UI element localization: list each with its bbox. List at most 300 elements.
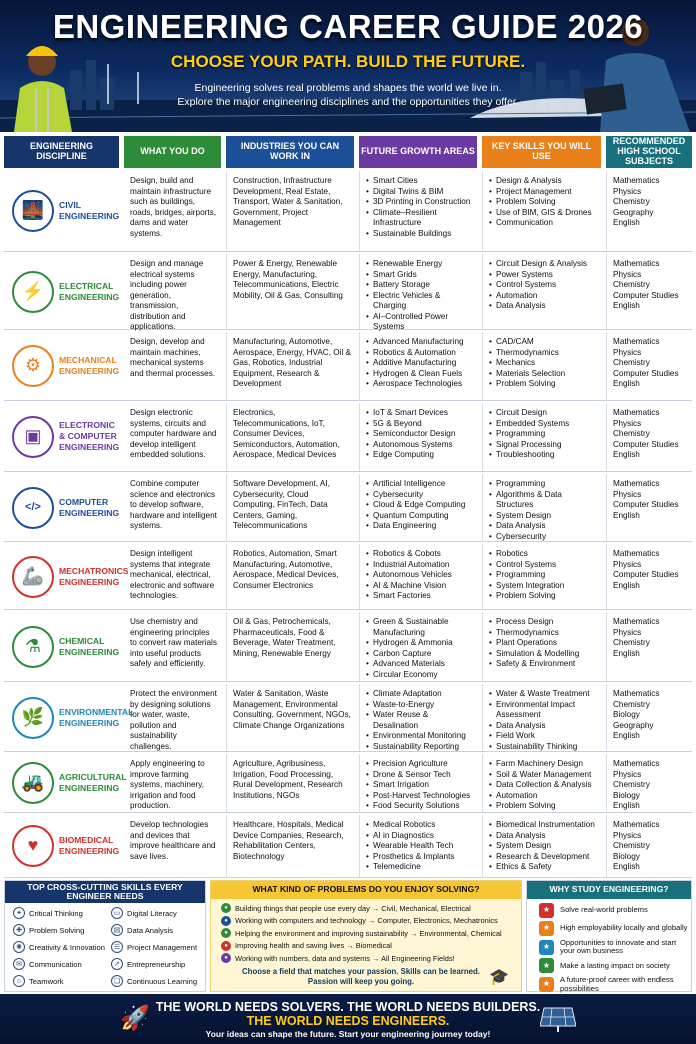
- subject-item: Physics: [613, 418, 642, 428]
- subject-item: Chemistry: [613, 780, 650, 790]
- growth-area-item: • Environmental Monitoring: [366, 731, 474, 742]
- chart-icon: ▤: [111, 924, 123, 936]
- why-text: A future-proof career with endless possibilities: [560, 975, 674, 993]
- subjects-list: [606, 684, 692, 751]
- discipline-name: ELECTRICAL ENGINEERING: [59, 280, 120, 302]
- cross-skill-item: [13, 924, 84, 936]
- subject-item: Mathematics: [613, 689, 660, 698]
- growth-area-item: • AI–Controlled Power Systems: [366, 312, 474, 333]
- key-skill-item: • Problem Solving: [489, 197, 598, 208]
- problems-list: [211, 899, 521, 965]
- why-list: [527, 899, 691, 993]
- growth-area-item: • Circular Economy: [366, 670, 474, 681]
- intro-line-1: Engineering solves real problems and shapes the world we live in.: [194, 82, 502, 94]
- key-skill-item: • Ethics & Safety: [489, 862, 598, 873]
- growth-areas-list: [359, 332, 477, 400]
- discipline-cell: [4, 684, 134, 751]
- subject-item: English: [613, 801, 640, 811]
- key-skill-item: • Research & Development: [489, 852, 598, 863]
- calculator-icon: ●: [221, 953, 231, 963]
- globe-icon: ★: [539, 903, 554, 918]
- key-skill-item: • System Design: [489, 511, 598, 522]
- discipline-name: CHEMICAL ENGINEERING: [59, 635, 120, 657]
- key-skills-list: [482, 403, 601, 471]
- key-skill-item: • Field Work: [489, 731, 598, 742]
- table-row: [4, 815, 692, 878]
- cross-skill-item: [111, 924, 173, 936]
- cross-skill-label: Problem Solving: [29, 925, 85, 935]
- cross-skills-grid: [5, 903, 205, 993]
- lightbulb-icon: ★: [539, 940, 554, 955]
- subject-item: English: [613, 379, 640, 389]
- key-skill-item: • Data Collection & Analysis: [489, 780, 598, 791]
- key-skill-item: • System Design: [489, 841, 598, 852]
- problem-text: Helping the environment and improving sustainability → Environmental, Chemical: [235, 928, 502, 938]
- key-skills-list: [482, 254, 601, 329]
- growth-area-item: • Smart Factories: [366, 591, 474, 602]
- subject-item: Physics: [613, 769, 642, 779]
- table-header: [4, 136, 692, 168]
- growth-area-item: • Advanced Materials: [366, 659, 474, 670]
- leaf-water-icon: 🌿: [12, 697, 54, 739]
- subject-item: Chemistry: [613, 638, 650, 648]
- discipline-cell: [4, 815, 119, 877]
- cross-skill-item: [111, 975, 197, 987]
- what-you-do-cell: Apply engineering to improve farming systems, machinery, irrigation and food production.: [130, 759, 205, 811]
- key-skill-item: • Embedded Systems: [489, 419, 598, 430]
- key-skill-item: • Cybersecurity: [489, 532, 598, 543]
- problem-item: [211, 940, 521, 953]
- subjects-list: [606, 612, 692, 681]
- table-row: [4, 403, 692, 472]
- building-icon: ●: [221, 903, 231, 913]
- why-item: [527, 903, 691, 918]
- header-banner: [0, 0, 696, 132]
- subject-item: English: [613, 580, 640, 590]
- industries-cell: Construction, Infrastructure Development, Real Estate, Transport, Water & Sanitation, Government, Project Management: [226, 171, 354, 251]
- problems-note-line-1: Choose a field that matches your passion. Skills can be learned.: [242, 967, 480, 976]
- cross-skill-label: Critical Thinking: [29, 908, 83, 918]
- cross-skills-title: TOP CROSS-CUTTING SKILLS EVERY ENGINEER NEEDS: [5, 881, 205, 903]
- chip-icon: ▣: [12, 416, 54, 458]
- subject-item: English: [613, 450, 640, 460]
- why-panel: [526, 880, 692, 992]
- cross-skill-item: [111, 958, 185, 970]
- cross-skill-label: Continuous Learning: [127, 976, 198, 986]
- key-skill-item: • Signal Processing: [489, 440, 598, 451]
- subject-item: Physics: [613, 627, 642, 637]
- growth-area-item: • Hydrogen & Clean Fuels: [366, 369, 474, 380]
- growth-area-item: • 3D Printing in Construction: [366, 197, 474, 208]
- growth-area-item: • Smart Irrigation: [366, 780, 474, 791]
- growth-area-item: • Precision Agriculture: [366, 759, 474, 770]
- key-skills-list: [482, 754, 601, 812]
- growth-area-item: • Cloud & Edge Computing: [366, 500, 474, 511]
- growth-area-item: • Artificial Intelligence: [366, 479, 474, 490]
- why-text: Opportunities to innovate and start your own business: [560, 938, 677, 956]
- problem-item: [211, 952, 521, 965]
- growth-area-item: • Renewable Energy: [366, 259, 474, 270]
- subject-item: Geography: [613, 720, 654, 730]
- subject-item: Physics: [613, 347, 642, 357]
- growth-areas-list: [359, 171, 477, 251]
- growth-area-item: • Data Engineering: [366, 521, 474, 532]
- key-skill-item: • Environmental Impact Assessment: [489, 700, 598, 721]
- key-skill-item: • Algorithms & Data Structures: [489, 490, 598, 511]
- key-skills-list: [482, 171, 601, 251]
- key-skills-list: [482, 612, 601, 681]
- why-text: High employability locally and globally: [560, 923, 688, 933]
- why-text: Solve real-world problems: [560, 905, 648, 915]
- discipline-cell: [4, 754, 127, 812]
- industries-cell: Agriculture, Agribusiness, Irrigation, Food Processing, Rural Development, Research Institutions, NGOs: [226, 754, 354, 812]
- what-you-do-cell: Develop technologies and devices that improve healthcare and save lives.: [130, 820, 216, 861]
- discipline-cell: [4, 332, 119, 400]
- computer-code-icon: </>: [12, 487, 54, 529]
- key-skill-item: • Programming: [489, 570, 598, 581]
- subject-item: English: [613, 218, 640, 228]
- brain-icon: ✦: [13, 907, 25, 919]
- growth-area-item: • Prosthetics & Implants: [366, 852, 474, 863]
- problems-note: [231, 967, 491, 987]
- rocket-icon: ➚: [111, 958, 123, 970]
- column-header: RECOMMENDED HIGH SCHOOL SUBJECTS: [606, 136, 692, 168]
- key-skill-item: • Circuit Design & Analysis: [489, 259, 598, 270]
- key-skill-item: • Troubleshooting: [489, 450, 598, 461]
- cross-skill-item: [13, 975, 64, 987]
- monitor-icon: ●: [221, 916, 231, 926]
- subject-item: English: [613, 731, 640, 741]
- key-skill-item: • Use of BIM, GIS & Drones: [489, 208, 598, 219]
- problems-note-line-2: Passion will keep you going.: [307, 977, 415, 987]
- subjects-list: [606, 171, 692, 251]
- subject-item: Mathematics: [613, 549, 660, 558]
- problem-text: Building things that people use every day → Civil, Mechanical, Electrical: [235, 903, 471, 913]
- subject-item: Chemistry: [613, 699, 650, 709]
- growth-areas-list: [359, 684, 477, 751]
- key-skills-list: [482, 684, 601, 751]
- cross-skill-item: [13, 907, 83, 919]
- subject-item: Computer Studies: [613, 570, 679, 580]
- discipline-cell: [4, 254, 119, 329]
- what-you-do-cell: Use chemistry and engineering principles to convert raw materials into useful products safely and efficiently.: [130, 617, 217, 669]
- key-skills-list: [482, 474, 601, 541]
- key-skill-item: • Control Systems: [489, 560, 598, 571]
- growth-area-item: • Sustainable Buildings: [366, 229, 474, 240]
- subject-item: Physics: [613, 269, 642, 279]
- key-skill-item: • Thermodynamics: [489, 628, 598, 639]
- cross-skill-label: Creativity & Innovation: [29, 942, 105, 952]
- column-header: ENGINEERING DISCIPLINE: [4, 136, 119, 168]
- what-you-do-cell: Design, build and maintain infrastructure such as buildings, roads, bridges, airports, dams and water systems.: [130, 176, 217, 238]
- table-row: [4, 684, 692, 752]
- growth-areas-list: [359, 612, 477, 681]
- subject-item: English: [613, 648, 640, 658]
- what-you-do-cell: Design and manage electrical systems including power generation, transmission, distribution and applications.: [130, 259, 204, 332]
- tractor-icon: 🚜: [12, 762, 54, 804]
- growth-area-item: • Robotics & Cobots: [366, 549, 474, 560]
- growth-area-item: • Digital Twins & BIM: [366, 187, 474, 198]
- subject-item: Mathematics: [613, 176, 660, 185]
- discipline-cell: [4, 171, 119, 251]
- cross-skill-label: Data Analysis: [127, 925, 174, 935]
- why-item: [527, 939, 691, 955]
- problems-title: WHAT KIND OF PROBLEMS DO YOU ENJOY SOLVING?: [211, 881, 521, 899]
- growth-area-item: • Electric Vehicles & Charging: [366, 291, 474, 312]
- key-skill-item: • Thermodynamics: [489, 348, 598, 359]
- growth-areas-list: [359, 815, 477, 877]
- subjects-list: [606, 474, 692, 541]
- what-you-do-cell: Design, develop and maintain machines, mechanical systems and thermal processes.: [130, 337, 216, 378]
- key-skill-item: • Mechanics: [489, 358, 598, 369]
- subject-item: Chemistry: [613, 197, 650, 207]
- clipboard-icon: ☰: [111, 941, 123, 953]
- discipline-name: CIVIL ENGINEERING: [59, 199, 120, 221]
- heart-pulse-icon: ♥: [12, 825, 54, 867]
- problems-panel: [210, 880, 522, 992]
- rocket-icon: 🚀: [120, 1005, 150, 1032]
- subject-item: English: [613, 301, 640, 311]
- table-row: [4, 754, 692, 813]
- growth-areas-list: [359, 754, 477, 812]
- growth-area-item: • Autonomous Systems: [366, 440, 474, 451]
- key-skill-item: • Farm Machinery Design: [489, 759, 598, 770]
- subject-item: Computer Studies: [613, 500, 679, 510]
- growth-area-item: • Smart Grids: [366, 270, 474, 281]
- why-item: [527, 921, 691, 936]
- growth-area-item: • Drone & Sensor Tech: [366, 770, 474, 781]
- people-icon: ☺: [13, 975, 25, 987]
- subject-item: Physics: [613, 186, 642, 196]
- what-you-do-cell: Design electronic systems, circuits and computer hardware and develop intelligent embedded solutions.: [130, 408, 217, 460]
- subject-item: Mathematics: [613, 617, 660, 626]
- cross-skill-label: Project Management: [127, 942, 198, 952]
- key-skill-item: • Problem Solving: [489, 801, 598, 812]
- discipline-name: ENVIRONMENTAL ENGINEERING: [59, 706, 134, 728]
- subjects-list: [606, 332, 692, 400]
- growth-areas-list: [359, 254, 477, 332]
- intro-line-2: Explore the major engineering disciplines and the opportunities they offer.: [177, 96, 519, 108]
- footer-banner: [0, 994, 696, 1044]
- subject-item: Computer Studies: [613, 439, 679, 449]
- cross-skill-label: Digital Literacy: [127, 908, 177, 918]
- footer-line-1: THE WORLD NEEDS SOLVERS. THE WORLD NEEDS BUILDERS.: [155, 1000, 541, 1014]
- cross-skill-item: [13, 941, 105, 953]
- growth-area-item: • Carbon Capture: [366, 649, 474, 660]
- discipline-name: COMPUTER ENGINEERING: [59, 496, 120, 518]
- subject-item: Chemistry: [613, 429, 650, 439]
- key-skill-item: • Plant Operations: [489, 638, 598, 649]
- discipline-name: MECHANICAL ENGINEERING: [59, 354, 120, 376]
- why-text: Make a lasting impact on society: [560, 960, 670, 970]
- key-skill-item: • Robotics: [489, 549, 598, 560]
- growth-areas-list: [359, 474, 477, 541]
- subject-item: Biology: [613, 851, 640, 861]
- column-header: WHAT YOU DO: [124, 136, 221, 168]
- industries-cell: Software Development, AI, Cybersecurity, Cloud Computing, FinTech, Data Centers, Gaming, Telecommunications: [226, 474, 354, 541]
- key-skills-list: [482, 332, 601, 400]
- page-title: ENGINEERING CAREER GUIDE 2026: [52, 8, 644, 45]
- discipline-cell: [4, 544, 129, 609]
- cross-skill-label: Entrepreneurship: [127, 959, 186, 969]
- subject-item: Computer Studies: [613, 368, 679, 378]
- subject-item: Chemistry: [613, 280, 650, 290]
- key-skill-item: • Automation: [489, 291, 598, 302]
- discipline-cell: [4, 612, 119, 681]
- growth-area-item: • IoT & Smart Devices: [366, 408, 474, 419]
- column-header: FUTURE GROWTH AREAS: [359, 136, 477, 168]
- problem-text: Working with numbers, data and systems → All Engineering Fields!: [235, 953, 455, 963]
- key-skill-item: • Data Analysis: [489, 721, 598, 732]
- cross-skill-item: [111, 907, 177, 919]
- key-skill-item: • Biomedical Instrumentation: [489, 820, 598, 831]
- growth-area-item: • Telemedicine: [366, 862, 474, 873]
- cross-skills-panel: [4, 880, 206, 992]
- growth-area-item: • Industrial Automation: [366, 560, 474, 571]
- bulb-icon: ✺: [13, 941, 25, 953]
- subject-item: Chemistry: [613, 841, 650, 851]
- growth-area-item: • Autonomous Vehicles: [366, 570, 474, 581]
- subjects-list: [606, 254, 692, 329]
- subject-item: Physics: [613, 489, 642, 499]
- cross-skill-item: [111, 941, 197, 953]
- key-skill-item: • Simulation & Modelling: [489, 649, 598, 660]
- column-header: KEY SKILLS YOU WILL USE: [482, 136, 601, 168]
- industries-cell: Oil & Gas, Petrochemicals, Pharmaceuticals, Food & Beverage, Water Treatment, Mining, Renewable Energy: [226, 612, 354, 681]
- growth-area-item: • AI in Diagnostics: [366, 831, 474, 842]
- key-skills-list: [482, 815, 601, 877]
- subject-item: Mathematics: [613, 820, 660, 829]
- key-skill-item: • Project Management: [489, 187, 598, 198]
- subject-item: Mathematics: [613, 337, 660, 346]
- handshake-icon: ★: [539, 958, 554, 973]
- industries-cell: Water & Sanitation, Waste Management, Environmental Consulting, Government, NGOs, Climate Change Organizations: [226, 684, 354, 751]
- growth-area-item: • Hydrogen & Ammonia: [366, 638, 474, 649]
- growth-area-item: • Medical Robotics: [366, 820, 474, 831]
- key-skill-item: • Communication: [489, 218, 598, 229]
- growth-area-item: • Cybersecurity: [366, 490, 474, 501]
- table-row: [4, 544, 692, 610]
- growth-area-item: • Aerospace Technologies: [366, 379, 474, 390]
- what-you-do-cell: Design intelligent systems that integrate mechanical, electrical, electronic and software technologies.: [130, 549, 215, 601]
- what-you-do-cell: Combine computer science and electronics to develop software, hardware and intelligent systems.: [130, 479, 217, 531]
- discipline-cell: [4, 403, 119, 471]
- growth-area-item: • Battery Storage: [366, 280, 474, 291]
- page-subtitle: CHOOSE YOUR PATH. BUILD THE FUTURE.: [170, 52, 526, 71]
- growth-area-item: • Edge Computing: [366, 450, 474, 461]
- growth-area-item: • Sustainability Reporting: [366, 742, 474, 753]
- bridge-icon: 🌉: [12, 190, 54, 232]
- subject-item: English: [613, 862, 640, 872]
- subject-item: Chemistry: [613, 358, 650, 368]
- subject-item: Mathematics: [613, 408, 660, 417]
- growth-area-item: • Water Reuse & Desalination: [366, 710, 474, 731]
- growth-areas-list: [359, 403, 477, 471]
- industries-cell: Electronics, Telecommunications, IoT, Consumer Devices, Semiconductors, Automation, Aerospace, Medical Devices: [226, 403, 354, 471]
- growth-area-item: • Climate–Resilient Infrastructure: [366, 208, 474, 229]
- key-skill-item: • System Integration: [489, 581, 598, 592]
- subject-item: Mathematics: [613, 759, 660, 768]
- key-skill-item: • Safety & Environment: [489, 659, 598, 670]
- industries-cell: Manufacturing, Automotive, Aerospace, Energy, HVAC, Oil & Gas, Robotics, Industrial Equipment, Research & Development: [226, 332, 354, 400]
- industries-cell: Healthcare, Hospitals, Medical Device Companies, Research, Rehabilitation Centers, Biotechnology: [226, 815, 354, 877]
- key-skill-item: • Design & Analysis: [489, 176, 598, 187]
- problem-text: Improving health and saving lives → Biomedical: [235, 941, 392, 951]
- book-icon: ❏: [111, 975, 123, 987]
- growth-area-item: • Wearable Health Tech: [366, 841, 474, 852]
- why-item: [527, 958, 691, 973]
- growth-area-item: • Semiconductor Design: [366, 429, 474, 440]
- cross-skill-item: [13, 958, 82, 970]
- robot-arm-icon: 🦾: [12, 556, 54, 598]
- gear-icon: ⚙: [12, 345, 54, 387]
- growth-area-item: • Post-Harvest Technologies: [366, 791, 474, 802]
- key-skill-item: • Circuit Design: [489, 408, 598, 419]
- subject-item: Mathematics: [613, 259, 660, 268]
- growth-area-item: • Quantum Computing: [366, 511, 474, 522]
- key-skill-item: • CAD/CAM: [489, 337, 598, 348]
- key-skill-item: • Data Analysis: [489, 831, 598, 842]
- cross-skill-label: Communication: [29, 959, 82, 969]
- discipline-cell: [4, 474, 119, 541]
- problem-item: [211, 902, 521, 915]
- key-skill-item: • Automation: [489, 791, 598, 802]
- growth-area-item: • Food Security Solutions: [366, 801, 474, 812]
- discipline-name: ELECTRONIC & COMPUTER ENGINEERING: [59, 420, 120, 453]
- problem-text: Working with computers and technology → Computer, Electronics, Mechatronics: [235, 916, 498, 926]
- subject-item: Geography: [613, 207, 654, 217]
- growth-area-item: • Robotics & Automation: [366, 348, 474, 359]
- industries-cell: Power & Energy, Renewable Energy, Manufacturing, Telecommunications, Electric Mobility, Oil & Gas, Consulting: [226, 254, 354, 329]
- subjects-list: [606, 544, 692, 609]
- table-row: [4, 612, 692, 682]
- table-row: [4, 332, 692, 401]
- subject-item: Computer Studies: [613, 290, 679, 300]
- subjects-list: [606, 815, 692, 877]
- table-row: [4, 171, 692, 252]
- key-skill-item: • Power Systems: [489, 270, 598, 281]
- power-tower-icon: ⚡: [12, 271, 54, 313]
- growth-area-item: • Climate Adaptation: [366, 689, 474, 700]
- table-row: [4, 254, 692, 330]
- key-skills-list: [482, 544, 601, 609]
- growth-area-item: • Green & Sustainable Manufacturing: [366, 617, 474, 638]
- what-you-do-cell: Protect the environment by designing solutions for water, waste, pollution and sustainability challenges.: [130, 689, 217, 751]
- key-skill-item: • Materials Selection: [489, 369, 598, 380]
- bottom-panels: [4, 880, 692, 992]
- subject-item: English: [613, 510, 640, 520]
- growth-area-item: • Additive Manufacturing: [366, 358, 474, 369]
- subject-item: Biology: [613, 790, 640, 800]
- discipline-name: AGRICULTURAL ENGINEERING: [59, 771, 127, 793]
- industries-cell: Robotics, Automation, Smart Manufacturing, Automotive, Aerospace, Medical Devices, Consumer Electronics: [226, 544, 354, 609]
- table-row: [4, 474, 692, 542]
- growth-area-item: • AI & Machine Vision: [366, 581, 474, 592]
- key-skill-item: • Problem Solving: [489, 379, 598, 390]
- subjects-list: [606, 754, 692, 812]
- subject-item: Physics: [613, 830, 642, 840]
- growth-area-item: • Waste-to-Energy: [366, 700, 474, 711]
- key-skill-item: • Data Analysis: [489, 521, 598, 532]
- leaf-icon: ●: [221, 928, 231, 938]
- why-title: WHY STUDY ENGINEERING?: [527, 881, 691, 899]
- laptop-icon: ▭: [111, 907, 123, 919]
- subject-item: Biology: [613, 710, 640, 720]
- subject-item: Mathematics: [613, 479, 660, 488]
- key-skill-item: • Programming: [489, 479, 598, 490]
- cross-skill-label: Teamwork: [29, 976, 64, 986]
- subjects-list: [606, 403, 692, 471]
